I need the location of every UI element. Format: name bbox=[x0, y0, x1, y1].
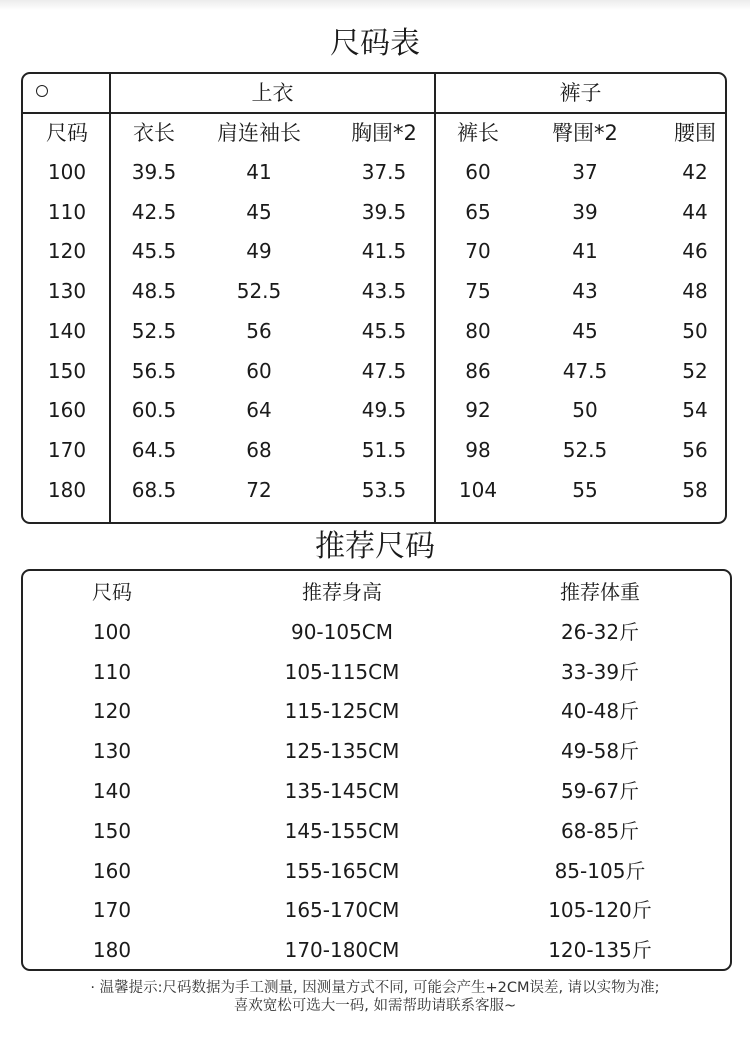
measure-cell: 75 bbox=[465, 279, 491, 304]
measure-cell: 60 bbox=[246, 358, 272, 383]
measure-cell: 49.5 bbox=[361, 398, 407, 423]
tip-note-line2: 喜欢宽松可选大一码, 如需帮助请联系客服~ bbox=[233, 998, 517, 1014]
measure-cell: 42.5 bbox=[131, 199, 177, 224]
size-cell: 150 bbox=[47, 358, 87, 383]
measure-cell: 52.5 bbox=[131, 318, 177, 343]
measure-cell: 52 bbox=[682, 358, 708, 383]
table-cell: 33-39斤 bbox=[560, 659, 640, 684]
table-row bbox=[23, 612, 734, 652]
column-header: 尺码 bbox=[46, 121, 88, 145]
header-row bbox=[23, 572, 734, 612]
measure-cell: 41.5 bbox=[361, 239, 407, 264]
table-row bbox=[23, 930, 734, 970]
measure-cell: 50 bbox=[572, 398, 598, 423]
column-header: 尺码 bbox=[92, 580, 132, 604]
measure-cell: 60 bbox=[465, 160, 491, 184]
group-header-pants: 裤子 bbox=[559, 81, 602, 105]
measure-cell: 104 bbox=[458, 477, 498, 502]
table-cell: 115-125CM bbox=[284, 699, 400, 724]
table-row bbox=[23, 851, 734, 891]
measure-cell: 64 bbox=[246, 398, 272, 423]
tip-note-line1: · 温馨提示:尺码数据为手工测量, 因测量方式不同, 可能会产生+2CM误差, 请以实物为准; bbox=[90, 980, 660, 996]
measure-cell: 92 bbox=[465, 398, 491, 423]
measure-cell: 60.5 bbox=[131, 398, 177, 423]
measure-cell: 72 bbox=[246, 477, 272, 502]
table-cell: 160 bbox=[92, 858, 132, 883]
table-cell: 120 bbox=[92, 699, 132, 724]
table-cell: 105-120斤 bbox=[548, 898, 652, 923]
table-cell: 100 bbox=[92, 619, 132, 644]
table-cell: 59-67斤 bbox=[560, 779, 640, 803]
measure-cell: 39.5 bbox=[131, 160, 177, 184]
table-cell: 140 bbox=[92, 779, 132, 803]
measure-cell: 47.5 bbox=[562, 358, 608, 383]
size-cell: 100 bbox=[47, 160, 87, 184]
group-header-top: 上衣 bbox=[251, 81, 294, 105]
size-cell: 120 bbox=[47, 239, 87, 264]
table-cell: 165-170CM bbox=[284, 898, 400, 923]
table-cell: 85-105斤 bbox=[554, 858, 646, 883]
measure-cell: 50 bbox=[682, 318, 708, 343]
measure-cell: 48.5 bbox=[131, 279, 177, 304]
measure-cell: 49 bbox=[246, 239, 272, 264]
column-header: 推荐身高 bbox=[302, 580, 382, 604]
column-header: 臀围*2 bbox=[552, 121, 618, 145]
measure-cell: 45.5 bbox=[131, 239, 177, 264]
table-cell: 135-145CM bbox=[284, 779, 400, 803]
measure-cell: 37.5 bbox=[361, 160, 407, 184]
measure-cell: 64.5 bbox=[131, 437, 177, 462]
measure-cell: 41 bbox=[246, 160, 272, 184]
measure-cell: 52.5 bbox=[562, 437, 608, 462]
size-cell: 110 bbox=[47, 199, 87, 224]
measure-cell: 56.5 bbox=[131, 358, 177, 383]
table-row bbox=[23, 890, 734, 930]
measure-cell: 46 bbox=[682, 239, 708, 264]
measure-cell: 41 bbox=[572, 239, 598, 264]
top-band bbox=[0, 0, 750, 10]
table-cell: 130 bbox=[92, 739, 132, 764]
table-row bbox=[23, 771, 734, 811]
measure-cell: 51.5 bbox=[361, 437, 407, 462]
table-row bbox=[23, 691, 734, 731]
table-cell: 26-32斤 bbox=[560, 619, 640, 644]
circle-icon bbox=[36, 85, 48, 97]
measure-cell: 68.5 bbox=[131, 477, 177, 502]
recommend-title: 推荐尺码 bbox=[315, 529, 435, 564]
table-cell: 150 bbox=[92, 818, 132, 843]
measure-cell: 37 bbox=[572, 160, 598, 184]
column-header: 肩连袖长 bbox=[217, 121, 301, 145]
measure-cell: 44 bbox=[682, 199, 708, 224]
column-header: 腰围 bbox=[674, 121, 716, 145]
measure-cell: 56 bbox=[246, 318, 272, 343]
measure-cell: 55 bbox=[572, 477, 598, 502]
measure-cell: 53.5 bbox=[361, 477, 407, 502]
table-cell: 125-135CM bbox=[284, 739, 400, 764]
table-cell: 49-58斤 bbox=[560, 739, 640, 764]
size-cell: 140 bbox=[47, 318, 87, 343]
size-table bbox=[21, 72, 727, 524]
table-row bbox=[23, 652, 734, 692]
measure-cell: 68 bbox=[246, 437, 272, 462]
table-row bbox=[23, 811, 734, 851]
table-cell: 145-155CM bbox=[284, 818, 400, 843]
table-row bbox=[23, 731, 734, 771]
measure-cell: 45 bbox=[572, 318, 598, 343]
measure-cell: 70 bbox=[465, 239, 491, 264]
measure-cell: 58 bbox=[682, 477, 708, 502]
column-header: 衣长 bbox=[133, 121, 175, 145]
table-cell: 68-85斤 bbox=[560, 818, 640, 843]
table-cell: 170 bbox=[92, 898, 132, 923]
column-header: 推荐体重 bbox=[560, 580, 640, 604]
size-cell: 170 bbox=[47, 437, 87, 462]
recommend-table bbox=[21, 569, 732, 971]
size-cell: 130 bbox=[47, 279, 87, 304]
measure-cell: 98 bbox=[465, 437, 491, 462]
size-cell: 160 bbox=[47, 398, 87, 423]
size-table-title: 尺码表 bbox=[330, 26, 420, 61]
measure-cell: 45.5 bbox=[361, 318, 407, 343]
table-cell: 40-48斤 bbox=[560, 699, 640, 724]
table-cell: 155-165CM bbox=[284, 858, 400, 883]
measure-cell: 56 bbox=[682, 437, 708, 462]
column-header: 裤长 bbox=[457, 121, 499, 145]
table-cell: 170-180CM bbox=[284, 938, 400, 963]
measure-cell: 45 bbox=[246, 199, 272, 224]
measure-cell: 39.5 bbox=[361, 199, 407, 224]
table-cell: 105-115CM bbox=[284, 659, 400, 684]
measure-cell: 43 bbox=[572, 279, 598, 304]
measure-cell: 47.5 bbox=[361, 358, 407, 383]
measure-cell: 43.5 bbox=[361, 279, 407, 304]
table-cell: 90-105CM bbox=[290, 619, 394, 644]
column-header: 胸围*2 bbox=[351, 121, 417, 145]
measure-cell: 42 bbox=[682, 160, 708, 184]
table-cell: 180 bbox=[92, 938, 132, 963]
table-cell: 110 bbox=[92, 659, 132, 684]
measure-cell: 52.5 bbox=[236, 279, 282, 304]
table-cell: 120-135斤 bbox=[548, 938, 652, 963]
measure-cell: 48 bbox=[682, 279, 708, 304]
measure-cell: 80 bbox=[465, 318, 491, 343]
size-cell: 180 bbox=[47, 477, 87, 502]
measure-cell: 39 bbox=[572, 199, 598, 224]
measure-cell: 65 bbox=[465, 199, 491, 224]
measure-cell: 54 bbox=[682, 398, 708, 423]
measure-cell: 86 bbox=[465, 358, 491, 383]
